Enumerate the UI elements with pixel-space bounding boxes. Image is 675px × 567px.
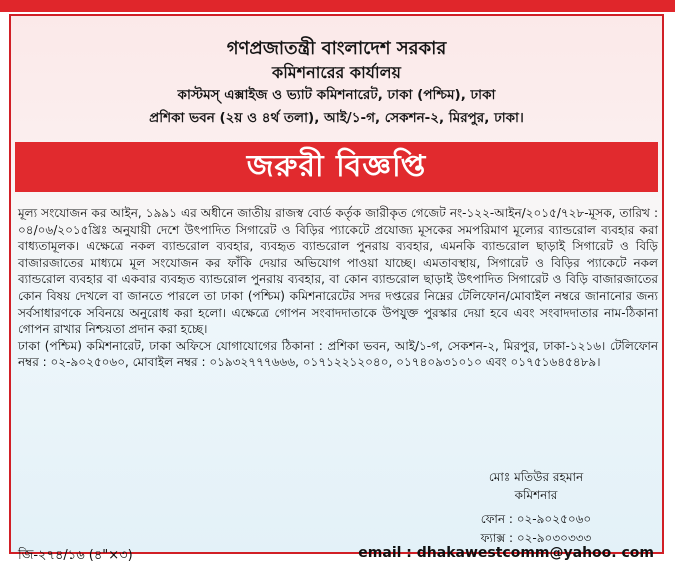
notice-paragraph: মূল্য সংযোজন কর আইন, ১৯৯১ এর অধীনে জাতীয় রাজস্ব বোর্ড কর্তৃক জারীকৃত গেজেট নং-১২২-আইন/২০১৫/৭২৮-মূসক, তারিখ : ০৪/০৬/২০১৫খ্রিঃ অনুযায়ী দেশে উৎপাদিত সিগারেট ও বিড়ির প্যাকেটে প্রযোজ্য মূসকের সমপরিমাণ মূল্যের ব্যান্ডরোল ব্যবহার করা বাধ্যতামূলক। এক্ষেত্রে নকল ব্যান্ডরোল ব্যবহার, ব্যবহৃত ব্যান্ডরোল পুনরায় ব্যবহার, এমনকি ব্যান্ডরোল ছাড়াই সিগারেট ও বিড়ি বাজারজাতের মাধ্যমে মূল সংযোজন কর ফাঁকি দেয়ার অভিযোগ পাওয়া যাচ্ছে। এমতাবস্থায়, সিগারেট ও বিড়ির প্যাকেটে নকল ব্যান্ডরোল ব্যবহার বা একবার ব্যবহৃত ব্যান্ডরোল পুনরায় ব্যবহার, বা কোন ব্যান্ডরোল ছাড়াই উৎপাদিত সিগারেট ও বিড়ি বাজারজাতের কোন বিষয় দেখলে বা জানতে পারলে তা ঢাকা (পশ্চিম) কমিশনারেটের সদর দপ্তরের নিম্নের টেলিফোন/মোবাইল নম্বরে জানানোর জন্য সর্বসাধারণকে সবিনয়ে অনুরোধ করা হলো। এক্ষেত্রে গোপন সংবাদদাতাকে উপযুক্ত পুরস্কার দেয়া হবে এবং সংবাদদাতার নাম-ঠিকানা গোপন রাখার নিশ্চয়তা প্রদান করা হচ্ছে। (18, 206, 658, 337)
office-title: কমিশনারের কার্যালয় (272, 63, 401, 82)
fax-number: ফ্যাক্স : ০২-৯০৩০৩৩৩ (480, 531, 592, 545)
signatory-title: কমিশনার (514, 488, 558, 502)
urgent-notice-banner: জরুরী বিজ্ঞপ্তি (15, 142, 658, 192)
top-red-border (0, 0, 675, 12)
commissionerate-line: কাস্টমস্ এক্সাইজ ও ভ্যাট কমিশনারেট, ঢাকা (পশ্চিম), ঢাকা (177, 87, 496, 103)
ad-code: জি-২৭৪/১৬ (৪"×৩) (18, 548, 133, 563)
notice-frame (9, 14, 664, 563)
contact-paragraph: ঢাকা (পশ্চিম) কমিশনারেট, ঢাকা অফিসে যোগাযোগের ঠিকানা : প্রশিকা ভবন, আই/১-গ, সেকশন-২, মিরপুর, ঢাকা-১২১৬। টেলিফোন নম্বর : ০২-৯০২৫০৬০, মোবাইল নম্বর : ০১৯৩২৭৭৭৬৬৬, ০১৭১২২১২০৪০, ০১৭৪০৯৩১০১০ এবং ০১৭৫১৬৪৫৪৮৯। (18, 338, 658, 370)
contact-email: email : dhakawestcomm@yahoo. com (358, 545, 654, 561)
signatory-name: মোঃ মতিউর রহমান (488, 470, 584, 484)
notice-body (18, 205, 658, 371)
address-line: প্রশিকা ভবন (২য় ও ৪র্থ তলা), আই/১-গ, সেকশন-২, মিরপুর, ঢাকা। (149, 110, 524, 126)
phone-number: ফোন : ০২-৯০২৫০৬০ (480, 512, 592, 526)
government-title: গণপ্রজাতন্ত্রী বাংলাদেশ সরকার (226, 38, 447, 59)
